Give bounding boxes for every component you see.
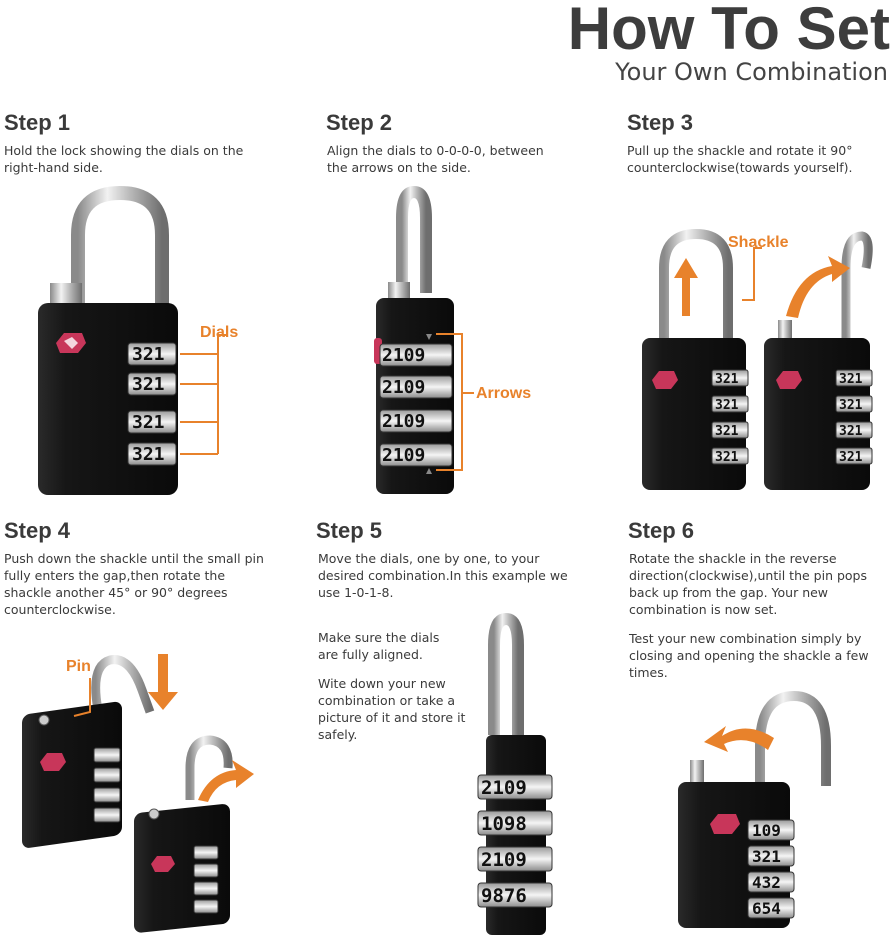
step-3-lock-illustration: [640, 228, 894, 496]
svg-text:321: 321: [839, 372, 863, 387]
step-5-title: Step 5: [316, 518, 383, 543]
up-arrow-icon: [674, 258, 698, 316]
step-4-title: Step 4: [4, 518, 71, 543]
svg-text:321: 321: [715, 398, 739, 413]
step-5-lock-illustration: [472, 615, 562, 935]
step-1-title: Step 1: [4, 110, 71, 135]
step-2-lock-illustration: [370, 188, 490, 498]
dial-digits: 321: [132, 344, 165, 365]
down-arrow-icon: [148, 654, 178, 710]
svg-text:321: 321: [715, 450, 739, 465]
step-2-text: Align the dials to 0-0-0-0, between the arrows on the side.: [327, 143, 544, 175]
svg-text:321: 321: [839, 450, 863, 465]
dial-digits: 2109: [481, 777, 527, 799]
dial-digits: 9876: [481, 885, 527, 907]
dial-digits: 2109: [382, 377, 426, 398]
svg-text:321: 321: [839, 398, 863, 413]
step-4-lock-illustration: [14, 650, 274, 936]
curved-arrow-icon: [786, 256, 850, 318]
page-subtitle: Your Own Combination: [615, 58, 888, 86]
dial-digits: 321: [132, 412, 165, 433]
page-title: How To Set: [567, 0, 890, 62]
dial-digits: 2109: [382, 345, 426, 366]
lock-body: [764, 338, 870, 490]
shackle: [494, 619, 518, 735]
lock-body: [642, 338, 746, 490]
dial-digits: 2109: [382, 411, 426, 432]
step-1-text: Hold the lock showing the dials on the right-hand side.: [4, 143, 244, 175]
step-5-text: Move the dials, one by one, to your desired combination.In this example we use 1-0-1-8. Make sure the dials are fully aligned. Wite down your new combination or take a picture of it and store it safely.: [318, 551, 568, 742]
dial-digits: 654: [752, 899, 781, 918]
shackle-rotated: [846, 236, 868, 340]
step-4-text: Push down the shackle until the small pin fully enters the gap,then rotate the shackle another 45° or 90° degrees counterclockwise.: [4, 551, 264, 617]
step-6-title: Step 6: [628, 518, 695, 543]
dial-digits: 109: [752, 821, 781, 840]
step-2-title: Step 2: [326, 110, 393, 135]
dial-digits: 321: [752, 847, 781, 866]
pin: [690, 760, 704, 784]
dial-digits: 321: [132, 444, 165, 465]
dials-callout-lines: [180, 335, 228, 454]
step-3-text: Pull up the shackle and rotate it 90° counterclockwise(towards yourself).: [627, 143, 853, 175]
svg-text:321: 321: [715, 372, 739, 387]
arrows-label: Arrows: [476, 385, 532, 402]
dials-label: Dials: [200, 324, 239, 341]
lock-body: [38, 303, 178, 495]
shackle-callout-line: [742, 248, 762, 300]
svg-text:321: 321: [839, 424, 863, 439]
dial-digits: 2109: [382, 445, 426, 466]
shackle: [664, 234, 728, 340]
pin-label: Pin: [66, 658, 91, 675]
dial-digits: 1098: [481, 813, 527, 835]
step-6-lock-illustration: [676, 690, 894, 930]
svg-text:321: 321: [715, 424, 739, 439]
pin: [39, 715, 49, 725]
shackle: [78, 193, 162, 305]
step-3-title: Step 3: [627, 110, 694, 135]
step-6-text: Rotate the shackle in the reverse direction(clockwise),until the pin pops back up from the gap. Your new combination is now set. Test your new combination simply by closing and opening the shackle a few times.: [629, 551, 869, 680]
dial-digits: 432: [752, 873, 781, 892]
shackle-label: Shackle: [728, 234, 789, 251]
step-1-lock-illustration: [30, 185, 290, 505]
dial-digits: 321: [132, 374, 165, 395]
shackle: [402, 192, 426, 293]
dial-digits: 2109: [481, 849, 527, 871]
